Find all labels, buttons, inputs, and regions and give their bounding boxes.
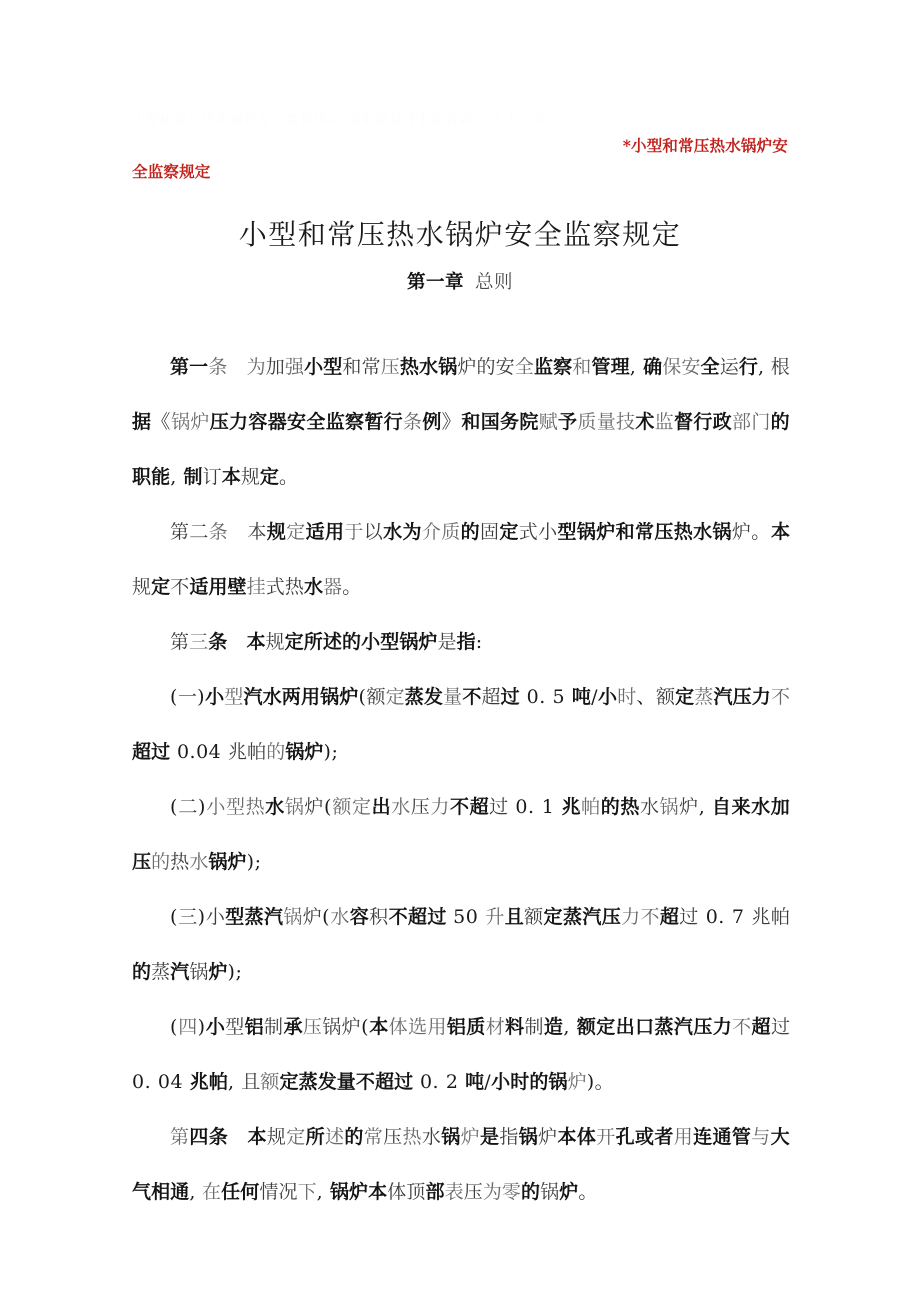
paragraph-article-3-item-4: (四)小型铝制承压锅炉(本体选用铝质材料制造, 额定出口蒸汽压力不超过 0. 04 兆帕, 且额定蒸发量不超过 0. 2 吨/小时的锅炉)。 [132,1016,791,1093]
running-header [132,133,788,185]
paragraph-article-3: 第三条 本规定所述的小型锅炉是指: [170,631,483,653]
running-header-line2: 全监察规定 [132,162,211,181]
paragraph-article-3-item-2: (二)小型热水锅炉(额定出水压力不超过 0. 1 兆帕的热水锅炉, 自来水加压的热水锅炉); [132,796,790,873]
paragraph-article-4: 第四条 本规定所述的常压热水锅炉是指锅炉本体开孔或者用连通管与大气相通, 在任何情况下, 锅炉本体顶部表压为零的锅炉。 [132,1126,790,1203]
document-body [132,340,790,1220]
chapter-heading [0,268,920,298]
chapter-number: 第一章 [406,272,464,293]
chapter-name: 总则 [475,272,514,293]
paragraph-article-1: 第一条 为加强小型和常压热水锅炉的安全监察和管理, 确保安全运行, 根据《锅炉压力容器安全监察暂行条例》和国务院赋予质量技术监督行政部门的职能, 制订本规定。 [132,356,790,488]
paragraph-article-3-item-3: (三)小型蒸汽锅炉(水容积不超过 50 升且额定蒸汽压力不超过 0. 7 兆帕的蒸汽锅炉); [132,906,790,983]
scan-artifact-text: 小型和常压热水锅炉安全监察规定 国家质量技术监督局 一九九九年 [132,113,549,128]
running-header-line1: *小型和常压热水锅炉安 [622,136,788,155]
paragraph-article-3-item-1: (一)小型汽水两用锅炉(额定蒸发量不超过 0. 5 吨/小时、额定蒸汽压力不超过 0.04 兆帕的锅炉); [132,686,791,763]
paragraph-article-2: 第二条 本规定适用于以水为介质的固定式小型锅炉和常压热水锅炉。本规定不适用壁挂式热水器。 [132,521,791,598]
document-title: 小型和常压热水锅炉安全监察规定 [238,217,682,251]
